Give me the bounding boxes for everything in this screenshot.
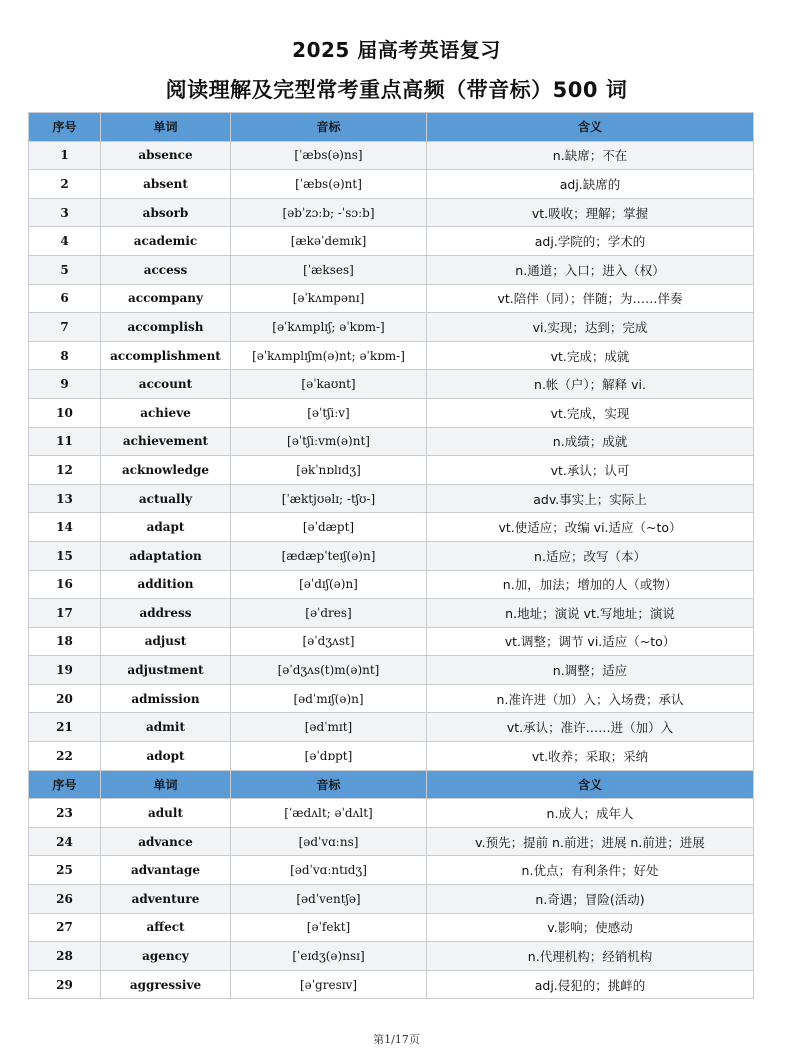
table-row [29, 856, 754, 885]
row-word: achieve [101, 398, 231, 427]
row-meaning: n.准许进（加）入；入场费；承认 [427, 684, 754, 713]
row-word: adult [101, 799, 231, 828]
row-word: absent [101, 170, 231, 199]
table-row [29, 885, 754, 914]
row-number: 26 [29, 885, 101, 914]
row-word: accompany [101, 284, 231, 313]
row-word: achievement [101, 427, 231, 456]
row-word: address [101, 599, 231, 628]
row-phonetic: [ədˈmɪʃ(ə)n] [231, 684, 427, 713]
row-word: agency [101, 942, 231, 971]
table-row [29, 656, 754, 685]
header-word: 单词 [101, 113, 231, 142]
row-word: academic [101, 227, 231, 256]
row-number: 22 [29, 742, 101, 771]
row-number: 6 [29, 284, 101, 313]
row-word: accomplish [101, 313, 231, 342]
row-word: absorb [101, 198, 231, 227]
row-meaning: adj.侵犯的；挑衅的 [427, 970, 754, 999]
row-word: adjustment [101, 656, 231, 685]
row-number: 25 [29, 856, 101, 885]
row-phonetic: [əˈdɒpt] [231, 742, 427, 771]
row-phonetic: [əˈkʌmplɪʃ; əˈkɒm-] [231, 313, 427, 342]
table-header-row [29, 770, 754, 799]
row-phonetic: [ædæpˈteɪʃ(ə)n] [231, 541, 427, 570]
row-meaning: n.奇遇；冒险(活动) [427, 885, 754, 914]
row-word: admission [101, 684, 231, 713]
row-word: admit [101, 713, 231, 742]
row-number: 15 [29, 541, 101, 570]
row-number: 18 [29, 627, 101, 656]
vocabulary-table [28, 112, 754, 999]
row-number: 4 [29, 227, 101, 256]
row-meaning: adj.学院的；学术的 [427, 227, 754, 256]
row-number: 11 [29, 427, 101, 456]
row-meaning: vt.收养；采取；采纳 [427, 742, 754, 771]
row-phonetic: [əˈdʒʌs(t)m(ə)nt] [231, 656, 427, 685]
row-phonetic: [ˈæbs(ə)ns] [231, 141, 427, 170]
table-header-row [29, 113, 754, 142]
row-number: 3 [29, 198, 101, 227]
row-meaning: vi.实现；达到；完成 [427, 313, 754, 342]
row-number: 24 [29, 827, 101, 856]
table-row [29, 398, 754, 427]
row-word: affect [101, 913, 231, 942]
table-row [29, 942, 754, 971]
row-phonetic: [əbˈzɔːb; -ˈsɔːb] [231, 198, 427, 227]
row-number: 21 [29, 713, 101, 742]
row-number: 19 [29, 656, 101, 685]
table-row [29, 227, 754, 256]
row-word: acknowledge [101, 456, 231, 485]
table-row [29, 713, 754, 742]
table-row [29, 255, 754, 284]
row-phonetic: [ækəˈdemɪk] [231, 227, 427, 256]
row-phonetic: [əˈdʒʌst] [231, 627, 427, 656]
row-meaning: n.适应；改写（本） [427, 541, 754, 570]
row-meaning: n.优点；有利条件；好处 [427, 856, 754, 885]
row-meaning: vt.完成，实现 [427, 398, 754, 427]
row-phonetic: [əˈgresɪv] [231, 970, 427, 999]
row-word: access [101, 255, 231, 284]
row-meaning: vt.吸收；理解；掌握 [427, 198, 754, 227]
header-number: 序号 [29, 113, 101, 142]
row-meaning: n.成人；成年人 [427, 799, 754, 828]
header-meaning: 含义 [427, 770, 754, 799]
header-phonetic: 音标 [231, 113, 427, 142]
row-phonetic: [ˈækses] [231, 255, 427, 284]
row-number: 7 [29, 313, 101, 342]
row-phonetic: [əˈkʌmplɪʃm(ə)nt; əˈkɒm-] [231, 341, 427, 370]
table-row [29, 284, 754, 313]
row-number: 5 [29, 255, 101, 284]
row-meaning: vt.承认；准许……进（加）入 [427, 713, 754, 742]
row-number: 23 [29, 799, 101, 828]
row-meaning: adj.缺席的 [427, 170, 754, 199]
row-phonetic: [əˈdæpt] [231, 513, 427, 542]
table-row [29, 827, 754, 856]
row-number: 20 [29, 684, 101, 713]
row-word: actually [101, 484, 231, 513]
row-word: adventure [101, 885, 231, 914]
row-meaning: n.缺席；不在 [427, 141, 754, 170]
row-number: 27 [29, 913, 101, 942]
row-meaning: vt.调整；调节 vi.适应（~to） [427, 627, 754, 656]
header-number: 序号 [29, 770, 101, 799]
row-meaning: n.代理机构；经销机构 [427, 942, 754, 971]
row-phonetic: [ədˈventʃə] [231, 885, 427, 914]
table-row [29, 570, 754, 599]
table-row [29, 970, 754, 999]
row-word: aggressive [101, 970, 231, 999]
row-meaning: vt.承认；认可 [427, 456, 754, 485]
row-phonetic: [əˈdɪʃ(ə)n] [231, 570, 427, 599]
row-word: addition [101, 570, 231, 599]
table-row [29, 913, 754, 942]
row-word: advantage [101, 856, 231, 885]
row-meaning: v.预先；提前 n.前进；进展 n.前进；进展 [427, 827, 754, 856]
row-phonetic: [ˈæktjʊəlɪ; -tʃʊ-] [231, 484, 427, 513]
table-row [29, 541, 754, 570]
table-row [29, 341, 754, 370]
row-meaning: n.帐（户）；解释 vi. [427, 370, 754, 399]
table-row [29, 198, 754, 227]
table-row [29, 456, 754, 485]
table-row [29, 484, 754, 513]
row-word: account [101, 370, 231, 399]
row-number: 2 [29, 170, 101, 199]
row-meaning: n.调整；适应 [427, 656, 754, 685]
row-phonetic: [əˈtʃiːvm(ə)nt] [231, 427, 427, 456]
row-phonetic: [əˈtʃiːv] [231, 398, 427, 427]
row-number: 17 [29, 599, 101, 628]
row-meaning: v.影响；使感动 [427, 913, 754, 942]
row-word: adaptation [101, 541, 231, 570]
row-number: 1 [29, 141, 101, 170]
row-phonetic: [əˈkʌmpənɪ] [231, 284, 427, 313]
row-word: adopt [101, 742, 231, 771]
header-phonetic: 音标 [231, 770, 427, 799]
row-meaning: vt.陪伴（同）；伴随；为……伴奏 [427, 284, 754, 313]
table-row [29, 313, 754, 342]
row-phonetic: [ədˈmɪt] [231, 713, 427, 742]
document-title: 2025 届高考英语复习 [292, 38, 501, 62]
row-meaning: adv.事实上；实际上 [427, 484, 754, 513]
row-phonetic: [ˈæbs(ə)nt] [231, 170, 427, 199]
row-meaning: vt.完成；成就 [427, 341, 754, 370]
row-meaning: n.地址；演说 vt.写地址；演说 [427, 599, 754, 628]
table-row [29, 513, 754, 542]
table-row [29, 370, 754, 399]
row-number: 8 [29, 341, 101, 370]
row-number: 13 [29, 484, 101, 513]
row-phonetic: [əˈdres] [231, 599, 427, 628]
table-row [29, 599, 754, 628]
header-word: 单词 [101, 770, 231, 799]
row-number: 9 [29, 370, 101, 399]
row-phonetic: [əkˈnɒlɪdʒ] [231, 456, 427, 485]
row-word: adjust [101, 627, 231, 656]
row-phonetic: [ˈeɪdʒ(ə)nsɪ] [231, 942, 427, 971]
row-meaning: n.通道；入口；进入（权） [427, 255, 754, 284]
row-number: 14 [29, 513, 101, 542]
table-row [29, 427, 754, 456]
row-phonetic: [ədˈvɑːntɪdʒ] [231, 856, 427, 885]
row-meaning: vt.使适应；改编 vi.适应（~to） [427, 513, 754, 542]
row-phonetic: [ˈædʌlt; əˈdʌlt] [231, 799, 427, 828]
table-row [29, 799, 754, 828]
row-word: adapt [101, 513, 231, 542]
row-word: advance [101, 827, 231, 856]
row-word: accomplishment [101, 341, 231, 370]
header-meaning: 含义 [427, 113, 754, 142]
row-meaning: n.加，加法；增加的人（或物） [427, 570, 754, 599]
page-number: 第1/17页 [373, 1033, 420, 1046]
row-meaning: n.成绩；成就 [427, 427, 754, 456]
row-word: absence [101, 141, 231, 170]
row-phonetic: [ədˈvɑːns] [231, 827, 427, 856]
row-phonetic: [əˈfekt] [231, 913, 427, 942]
row-number: 16 [29, 570, 101, 599]
row-number: 28 [29, 942, 101, 971]
table-row [29, 684, 754, 713]
row-phonetic: [əˈkaʊnt] [231, 370, 427, 399]
row-number: 29 [29, 970, 101, 999]
table-row [29, 141, 754, 170]
table-row [29, 742, 754, 771]
table-row [29, 170, 754, 199]
document-subtitle: 阅读理解及完型常考重点高频（带音标）500 词 [165, 78, 628, 102]
table-row [29, 627, 754, 656]
row-number: 10 [29, 398, 101, 427]
row-number: 12 [29, 456, 101, 485]
